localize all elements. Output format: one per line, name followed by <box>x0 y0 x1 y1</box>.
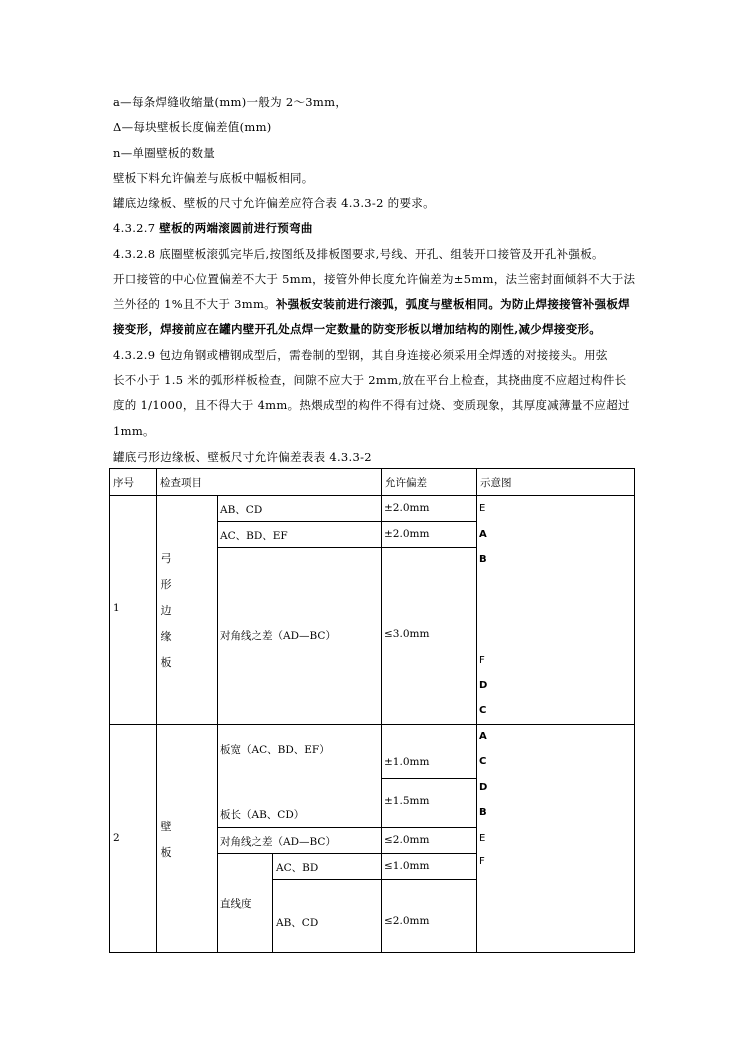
row2-straightness-ac-bd: AC、BD <box>276 862 319 874</box>
paragraph-cutting-tolerance: 壁板下料允许偏差与底板中幅板相同。 <box>113 171 314 185</box>
table-border <box>217 853 476 854</box>
row2-item-diagonal: 对角线之差（AD—BC） <box>220 836 336 848</box>
paragraph-section-4327 <box>113 220 313 236</box>
table-border <box>217 547 476 548</box>
row2-tol-length: ±1.5mm <box>384 795 430 807</box>
diagram-label-c: C <box>479 756 487 767</box>
row2-serial-no: 2 <box>113 832 120 844</box>
paragraph-plate-count: n—单圈壁板的数量 <box>113 146 216 160</box>
diagram-label-b: B <box>479 554 487 565</box>
table-border <box>381 778 476 779</box>
row2-item-length: 板长（AB、CD） <box>220 809 305 821</box>
row1-category <box>159 546 173 676</box>
paragraph-section-4328: 4.3.2.8 底圈壁板滚弧完毕后,按图纸及排板图要求,号线、开孔、组装开口接管及开孔补强板。 <box>113 247 604 261</box>
row2-tol-straightness-ac-bd: ≤1.0mm <box>384 860 430 872</box>
paragraph-plate-deviation: Δ—每块壁板长度偏差值(mm) <box>113 120 272 134</box>
diagram-label-d: D <box>479 782 488 793</box>
row2-category <box>159 814 173 866</box>
paragraph-section-4329: 4.3.2.9 包边角钢或槽钢成型后，需卷制的型钢，其自身连接必须采用全焊透的对接接头。用弦 <box>113 348 608 362</box>
tolerance-table <box>109 468 635 953</box>
category-char: 板 <box>160 846 172 859</box>
diagram-label-f: F <box>479 856 485 867</box>
category-char: 板 <box>160 656 172 669</box>
row2-straightness-ab-cd: AB、CD <box>276 917 319 929</box>
header-check-item: 检查项目 <box>160 477 202 489</box>
category-char: 缘 <box>160 630 172 643</box>
header-diagram: 示意图 <box>480 477 512 489</box>
paragraph-weld-deformation: 接变形，焊接前应在罐内壁开孔处点焊一定数量的防变形板以增加结构的刚性,减少焊接变形。 <box>113 322 602 336</box>
row1-tol-diagonal: ≤3.0mm <box>384 628 430 640</box>
paragraph-weld-shrinkage: a—每条焊缝收缩量(mm)一般为 2～3mm， <box>113 95 348 109</box>
table-border <box>381 468 382 953</box>
paragraph-thinning: 1mm。 <box>113 424 155 438</box>
category-char: 边 <box>160 604 172 617</box>
row1-item-ac-bd-ef: AC、BD、EF <box>220 530 288 542</box>
paragraph-table-reference: 罐底边缘板、壁板的尺寸允许偏差应符合表 4.3.3-2 的要求。 <box>113 196 435 210</box>
diagram-label-a: A <box>479 731 487 742</box>
text-emphasis: 补强板安装前进行滚弧，弧度与壁板相同。为防止焊接接管补强板焊 <box>275 297 630 311</box>
section-number: 4.3.2.7 <box>113 221 160 235</box>
diagram-label-f: F <box>479 655 485 666</box>
paragraph-arc-template: 长不小于 1.5 米的弧形样板检查，间隙不应大于 2mm,放在平台上检查，其挠曲度不应超过构件长 <box>113 373 627 387</box>
category-char: 壁 <box>160 820 172 833</box>
row2-tol-width: ±1.0mm <box>384 756 430 768</box>
diagram-label-d: D <box>479 680 488 691</box>
table-border <box>109 468 110 953</box>
paragraph-flange-tolerance <box>113 296 630 312</box>
table-border <box>109 952 635 953</box>
header-tolerance: 允许偏差 <box>385 477 427 489</box>
section-heading: 壁板的两端滚圆前进行预弯曲 <box>159 221 313 235</box>
text-normal: 兰外径的 1%且不大于 3mm。 <box>113 297 276 311</box>
row1-item-ab-cd: AB、CD <box>220 504 263 516</box>
table-border <box>109 468 635 469</box>
row2-item-width: 板宽（AC、BD、EF） <box>220 744 330 756</box>
category-char: 弓 <box>160 552 172 565</box>
table-border <box>476 468 477 953</box>
diagram-label-e: E <box>479 503 486 514</box>
table-border <box>109 724 635 725</box>
row1-item-diagonal: 对角线之差（AD—BC） <box>220 630 336 642</box>
paragraph-nozzle-tolerance: 开口接管的中心位置偏差不大于 5mm，接管外伸长度允许偏差为±5mm，法兰密封面倾斜不大于法 <box>113 272 636 286</box>
table-border <box>217 521 476 522</box>
table-border <box>272 879 476 880</box>
header-serial-no: 序号 <box>113 477 134 489</box>
table-caption: 罐底弓形边缘板、壁板尺寸允许偏差表表 4.3.3-2 <box>113 450 372 464</box>
category-char: 形 <box>160 578 172 591</box>
table-border <box>272 853 273 953</box>
row1-serial-no: 1 <box>113 602 120 614</box>
diagram-label-e: E <box>479 833 486 844</box>
row2-tol-straightness-ab-cd: ≤2.0mm <box>384 915 430 927</box>
table-border <box>634 468 635 953</box>
table-border <box>156 468 157 953</box>
table-border <box>217 827 476 828</box>
diagram-label-c: C <box>479 705 487 716</box>
paragraph-deflection: 度的 1/1000，且不得大于 4mm。热煨成型的构件不得有过烧、变质现象，其厚度减薄量不应超过 <box>113 398 630 412</box>
diagram-label-b: B <box>479 807 487 818</box>
row1-tol-ab-cd: ±2.0mm <box>384 502 430 514</box>
row1-tol-ac-bd-ef: ±2.0mm <box>384 528 430 540</box>
diagram-label-a: A <box>479 529 487 540</box>
row2-item-straightness: 直线度 <box>220 898 252 910</box>
row2-tol-diagonal: ≤2.0mm <box>384 834 430 846</box>
table-border <box>109 495 635 496</box>
